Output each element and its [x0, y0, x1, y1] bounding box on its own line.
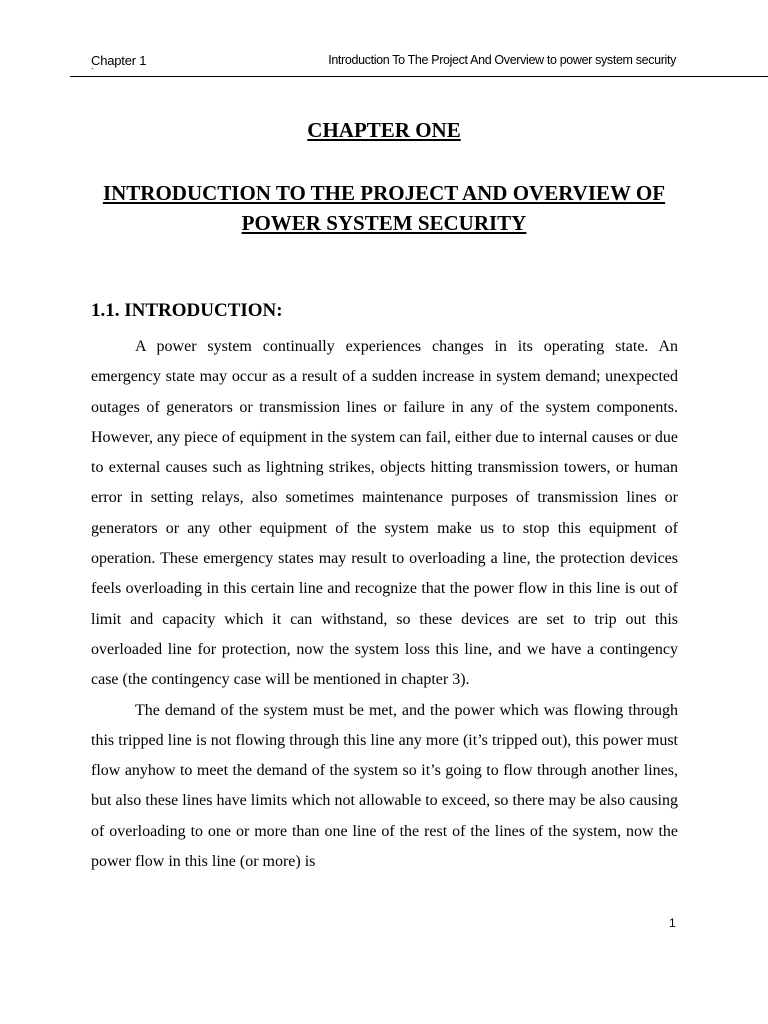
header-tick-mark: `: [91, 67, 94, 77]
paragraph: The demand of the system must be met, and the power which was flowing through this tripped line is not flowing through this line any more (it’s tripped out), this power must flow anyhow to meet the demand of the system so it’s going to flow through another lines, but also these lines have limits which not allowable to exceed, so there may be also causing of overloading to one or more than one line of the rest of the lines of the system, now the power flow in this line (or more) is: [91, 701, 678, 871]
chapter-label: CHAPTER ONE: [307, 118, 461, 142]
section-heading: 1.1. INTRODUCTION:: [91, 300, 283, 321]
body-text: [91, 332, 678, 877]
header-divider: [70, 76, 768, 77]
chapter-title: INTRODUCTION TO THE PROJECT AND OVERVIEW OF POWER SYSTEM SECURITY: [102, 181, 666, 235]
header-chapter-title: Introduction To The Project And Overview to power system security: [328, 53, 676, 67]
running-header: [0, 0, 768, 80]
page-number: 1: [669, 916, 676, 930]
header-chapter-label: Chapter 1: [91, 53, 147, 68]
paragraph: A power system continually experiences changes in its operating state. An emergency state may occur as a result of a sudden increase in system demand; unexpected outages of generators or transmission lines or failure in any of the system components. However, any piece of equipment in the system can fail, either due to internal causes or due to external causes such as lightning strikes, objects hitting transmission towers, or human error in setting relays, also sometimes maintenance purposes of transmission lines or generators or any other equipment of the system make us to stop this equipment of operation. These emergency states may result to overloading a line, the protection devices feels overloading in this certain line and recognize that the power flow in this line is out of limit and capacity which it can withstand, so these devices are set to trip out this overloaded line for protection, now the system loss this line, and we have a contingency case (the contingency case will be mentioned in chapter 3).: [91, 338, 678, 689]
